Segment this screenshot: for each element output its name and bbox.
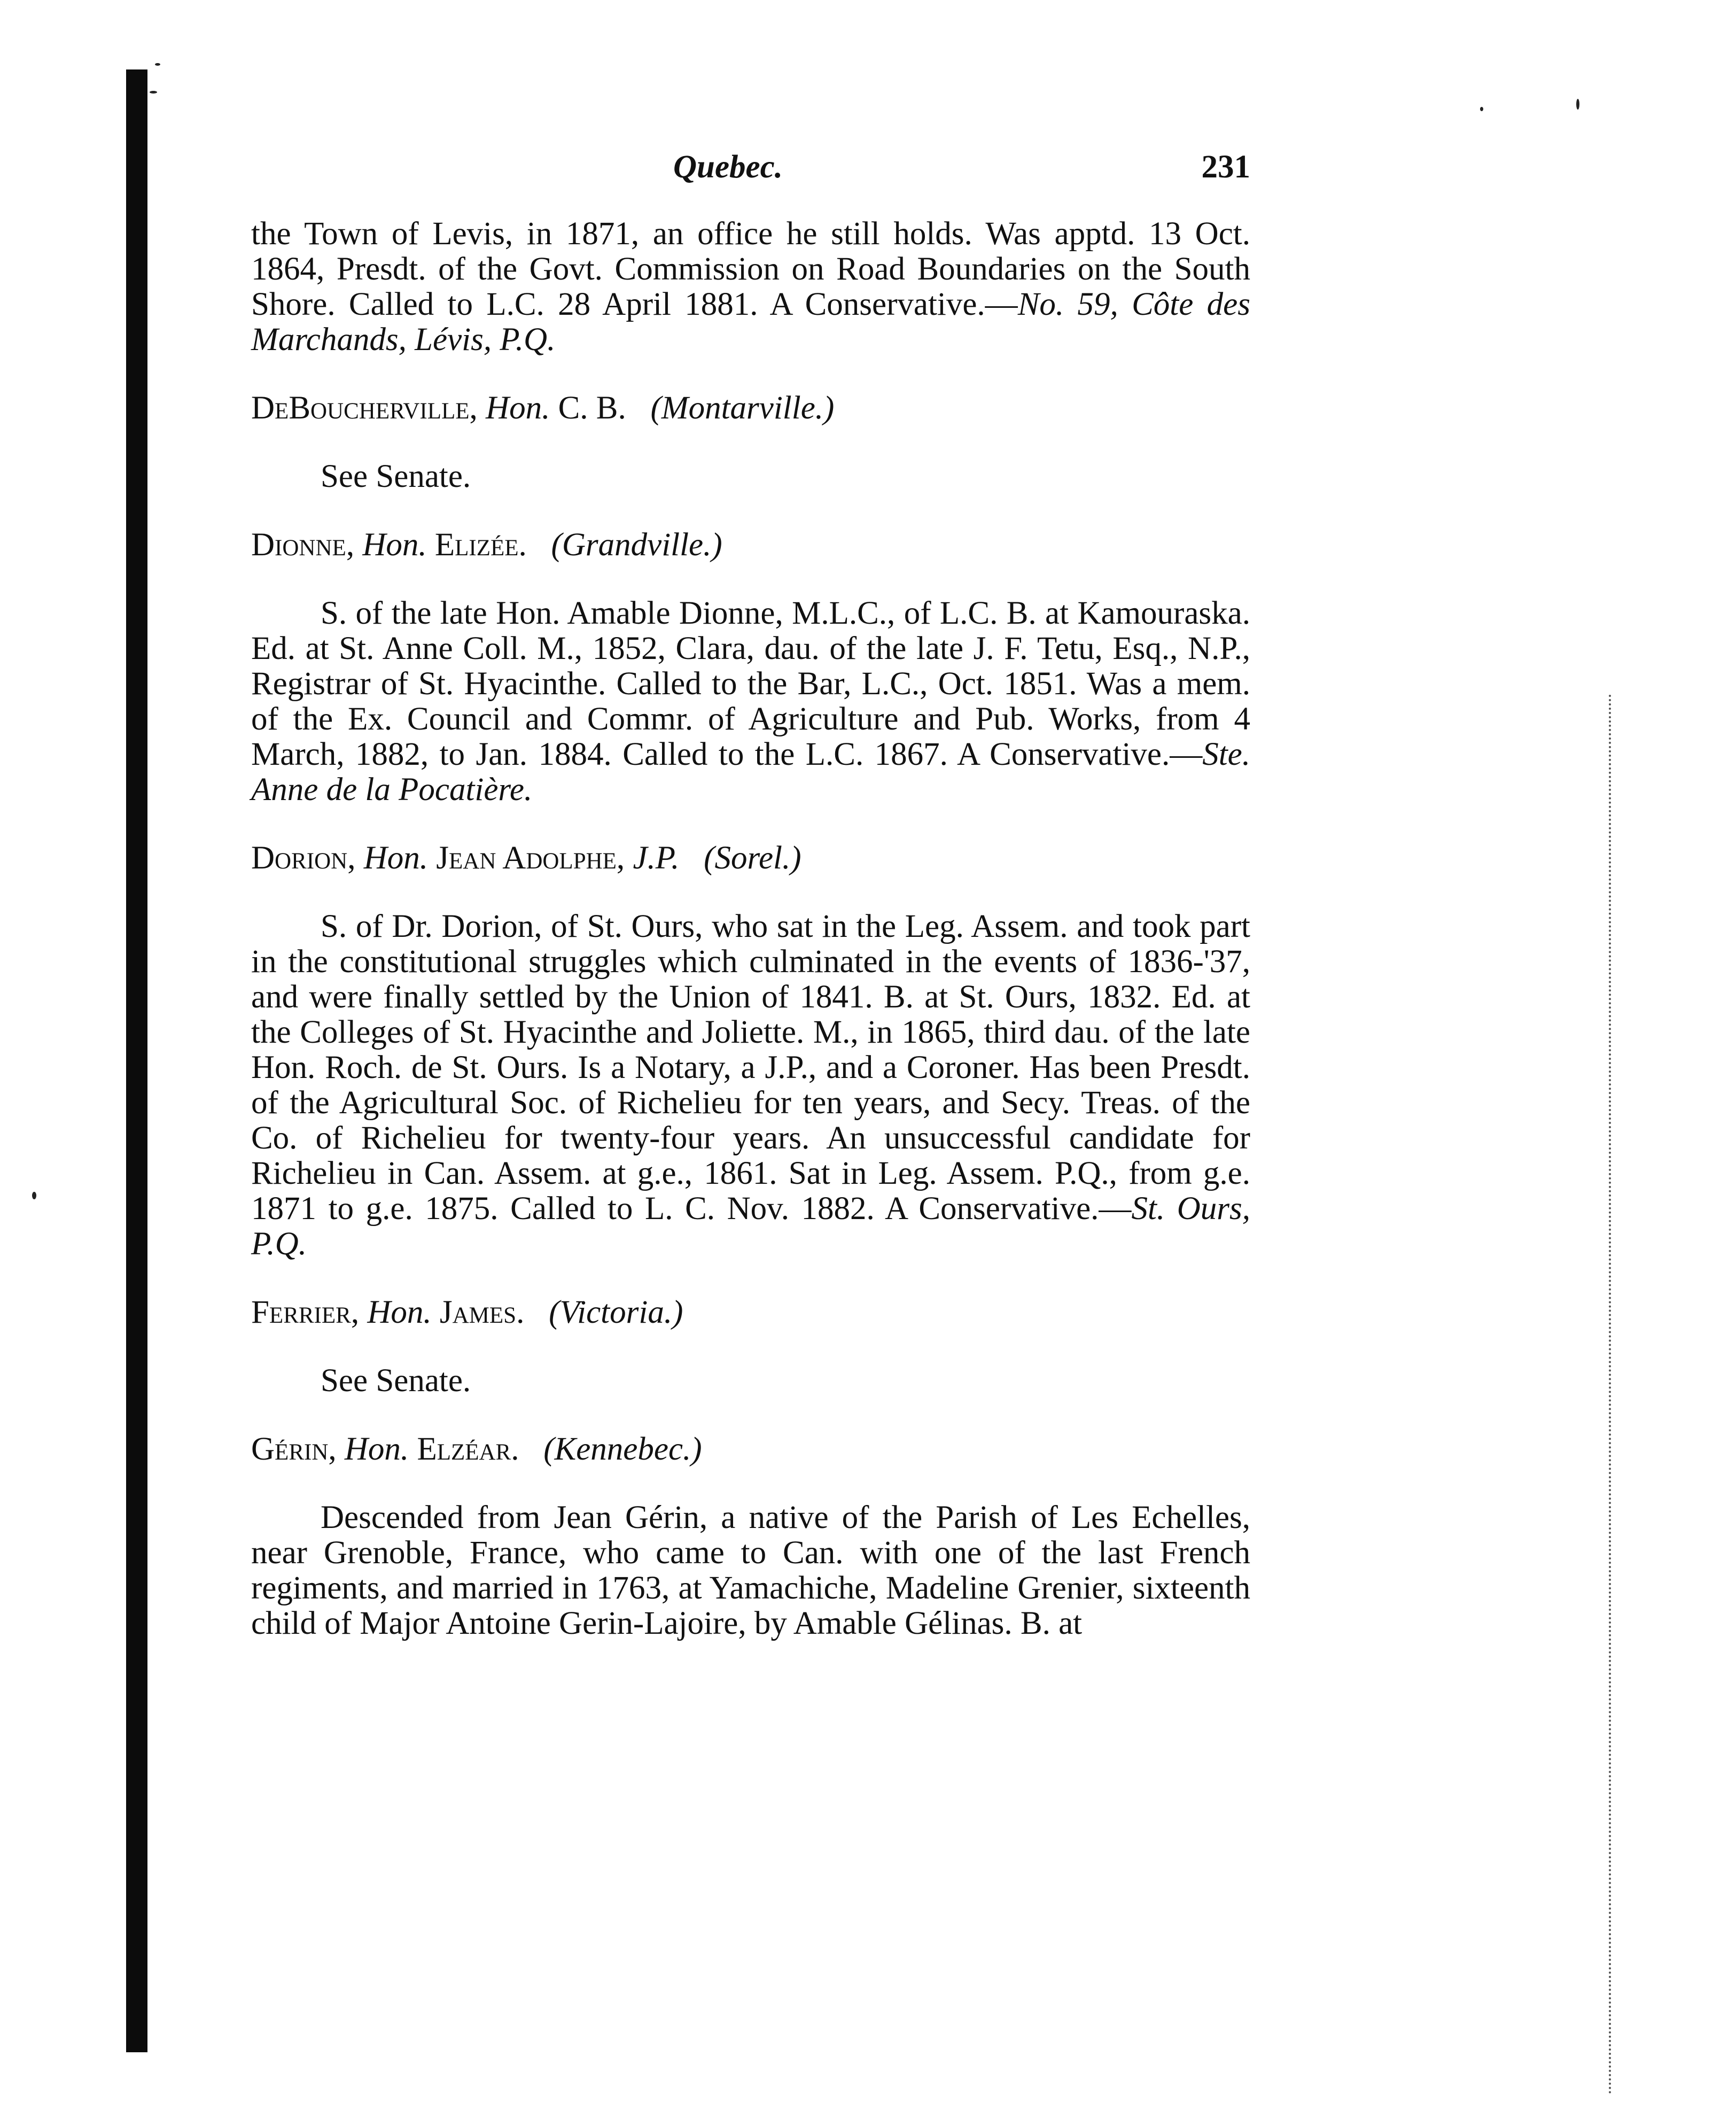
biography-address: St. Ours, P.Q. bbox=[251, 1191, 1251, 1262]
biography-text: S. of Dr. Dorion, of St. Ours, who sat in the Leg. Assem. and took part in the constitutional struggles which culminated in the events of 1836-'37, and were finally settled by the Union of 1841. B. at St. Ours, 1832. Ed. at the Colleges of St. Hyacinthe and Joliette. M., in 1865, third dau. of the late Hon. Roch. de St. Ours. Is a Notary, a J.P., and a Coroner. Has been Presdt. of the Agricultural Soc. of Richelieu for ten years, and Secy. Treas. of the Co. of Richelieu for twenty-four years. An unsuccessful candidate for Richelieu in Can. Assem. at g.e., 1861. Sat in Leg. Assem. P.Q., from g.e. 1871 to g.e. 1875. Called to L. C. Nov. 1882. A Conservative.— bbox=[251, 909, 1250, 1227]
biography-text: S. of the late Hon. Amable Dionne, M.L.C., of L.C. B. at Kamouraska. Ed. at St. Anne Coll. M., 1852, Clara, dau. of the late J. F. Tetu, Esq., N.P., Registrar of St. Hyacinthe. Called to the Bar, L.C., Oct. 1851. Was a mem. of the Ex. Council and Commr. of Agriculture and Pub. Works, from 4 March, 1882, to Jan. 1884. Called to the L.C. 1867. A Conservative.— bbox=[251, 595, 1250, 772]
entry-title: Hon. bbox=[367, 1294, 432, 1330]
entry-heading-dionne: Dionne, Hon. Elizée. (Grandville.) bbox=[251, 527, 722, 563]
entry-surname: Dionne bbox=[251, 527, 346, 563]
entry-title: Hon. bbox=[363, 840, 429, 876]
entry-surname: DeBoucherville bbox=[251, 390, 470, 426]
scan-speck bbox=[155, 63, 160, 66]
cross-reference: See Senate. bbox=[321, 459, 471, 494]
binding-shadow-bar bbox=[126, 69, 147, 2052]
entry-division: (Grandville.) bbox=[551, 527, 722, 563]
biography-address: Ste. Anne de la Pocatière. bbox=[251, 736, 1250, 808]
entry-heading-ferrier: Ferrier, Hon. James. (Victoria.) bbox=[251, 1294, 683, 1330]
entry-biography-dorion bbox=[251, 909, 1250, 1262]
page-number: 231 bbox=[1201, 149, 1250, 185]
continuation-text: the Town of Levis, in 1871, an office he still holds. Was apptd. 13 Oct. 1864, Presdt. of the Govt. Commission on Road Boundaries on the South Shore. Called to L.C. 28 April 1881. A Conservative.— bbox=[251, 216, 1250, 322]
scan-speck bbox=[150, 91, 157, 94]
entry-given-name: Jean Adolphe, bbox=[436, 840, 625, 876]
scan-speck bbox=[1480, 107, 1483, 111]
entry-division: (Kennebec.) bbox=[543, 1431, 702, 1467]
entry-division: (Victoria.) bbox=[549, 1294, 683, 1330]
running-head: Quebec. bbox=[673, 149, 783, 185]
scan-speck bbox=[32, 1192, 36, 1199]
entry-surname: Dorion bbox=[251, 840, 348, 876]
entry-title: Hon. bbox=[344, 1431, 409, 1467]
page-header bbox=[251, 150, 1250, 192]
cross-reference: See Senate. bbox=[321, 1363, 471, 1399]
entry-title: Hon. bbox=[362, 527, 427, 563]
entry-heading-dorion: Dorion, Hon. Jean Adolphe, J.P. (Sorel.) bbox=[251, 840, 801, 876]
entry-biography-gerin: Descended from Jean Gérin, a native of the Parish of Les Echelles, near Grenoble, France, who came to Can. with one of the last French regiments, and married in 1763, at Yamachiche, Madeline Grenier, sixteenth child of Major Antoine Gerin-Lajoire, by Amable Gélinas. B. at bbox=[251, 1500, 1250, 1641]
entry-heading-deboucherville: DeBoucherville, Hon. C. B. (Montarville.) bbox=[251, 390, 835, 426]
entry-suffix: J.P. bbox=[633, 840, 680, 876]
entry-given-name: C. B. bbox=[558, 390, 626, 426]
entry-given-name: Elzéar. bbox=[417, 1431, 519, 1467]
entry-given-name: Elizée. bbox=[434, 527, 527, 563]
entry-surname: Gérin bbox=[251, 1431, 329, 1467]
entry-division: (Montarville.) bbox=[650, 390, 835, 426]
continuation-address: No. 59, Côte des Marchands, Lévis, P.Q. bbox=[251, 286, 1250, 358]
entry-title: Hon. bbox=[486, 390, 550, 426]
entry-given-name: James. bbox=[439, 1294, 525, 1330]
scan-speck bbox=[1576, 99, 1579, 110]
scan-edge-noise bbox=[1609, 695, 1613, 2095]
document-page bbox=[251, 150, 1250, 1674]
entry-heading-gerin: Gérin, Hon. Elzéar. (Kennebec.) bbox=[251, 1431, 702, 1467]
entry-division: (Sorel.) bbox=[704, 840, 801, 876]
continuation-paragraph bbox=[251, 216, 1250, 358]
entry-biography-dionne bbox=[251, 596, 1250, 808]
entry-surname: Ferrier bbox=[251, 1294, 351, 1330]
